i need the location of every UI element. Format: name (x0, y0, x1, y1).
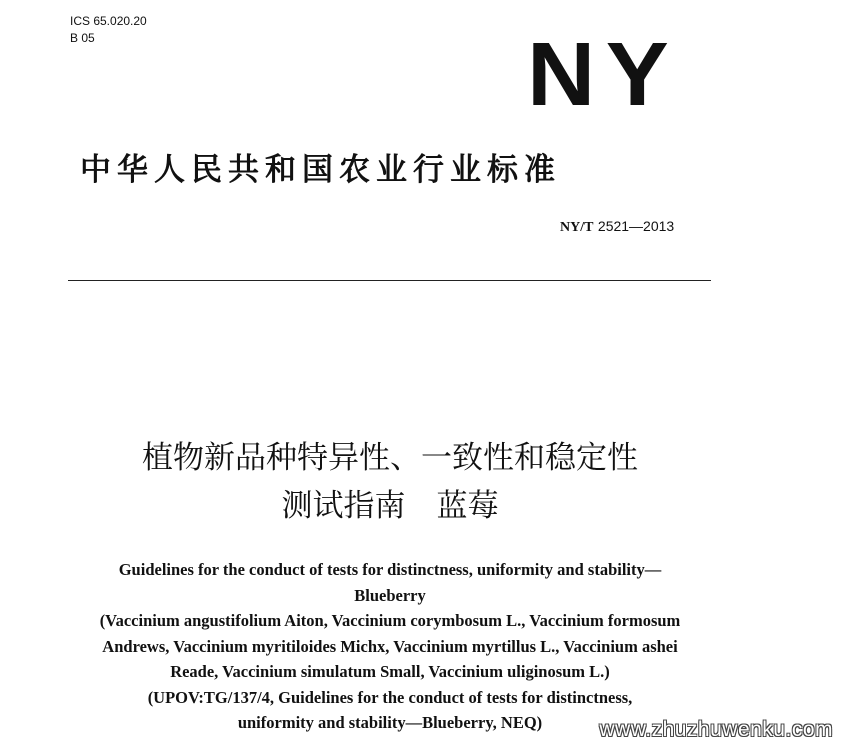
english-title-line-1: Guidelines for the conduct of tests for distinctness, uniformity and stability— (118, 560, 662, 579)
ny-logo: NY (527, 25, 680, 125)
ics-code: ICS 65.020.20 (70, 14, 147, 28)
standard-number (560, 217, 674, 237)
english-title-block (50, 557, 730, 736)
english-title-line-3: (Vaccinium angustifolium Aiton, Vaccinium corymbosum L., Vaccinium formosum (99, 611, 681, 630)
chinese-title-line-1: 植物新品种特异性、一致性和稳定性 (142, 440, 638, 476)
site-watermark: www.zhuzhuwenku.com (599, 718, 833, 741)
english-title-line-7: uniformity and stability—Blueberry, NEQ) (237, 713, 543, 732)
header-divider (68, 280, 711, 281)
standard-type-title: 中华人民共和国农业行业标准 (80, 152, 561, 188)
english-title-line-2: Blueberry (354, 585, 426, 605)
standard-number-prefix: NY/T (560, 220, 594, 235)
english-title-line-6: (UPOV:TG/137/4, Guidelines for the conduct of tests for distinctness, (147, 687, 633, 707)
ccs-code: B 05 (70, 31, 95, 45)
classification-codes (70, 13, 147, 47)
english-title-line-5: Reade, Vaccinium simulatum Small, Vaccinium uliginosum L.) (170, 662, 610, 681)
standard-number-value: 2521—2013 (597, 218, 675, 234)
chinese-title-line-2: 测试指南 蓝莓 (281, 488, 499, 524)
english-title-line-4: Andrews, Vaccinium myritiloides Michx, Vaccinium myrtillus L., Vaccinium ashei (102, 636, 678, 656)
